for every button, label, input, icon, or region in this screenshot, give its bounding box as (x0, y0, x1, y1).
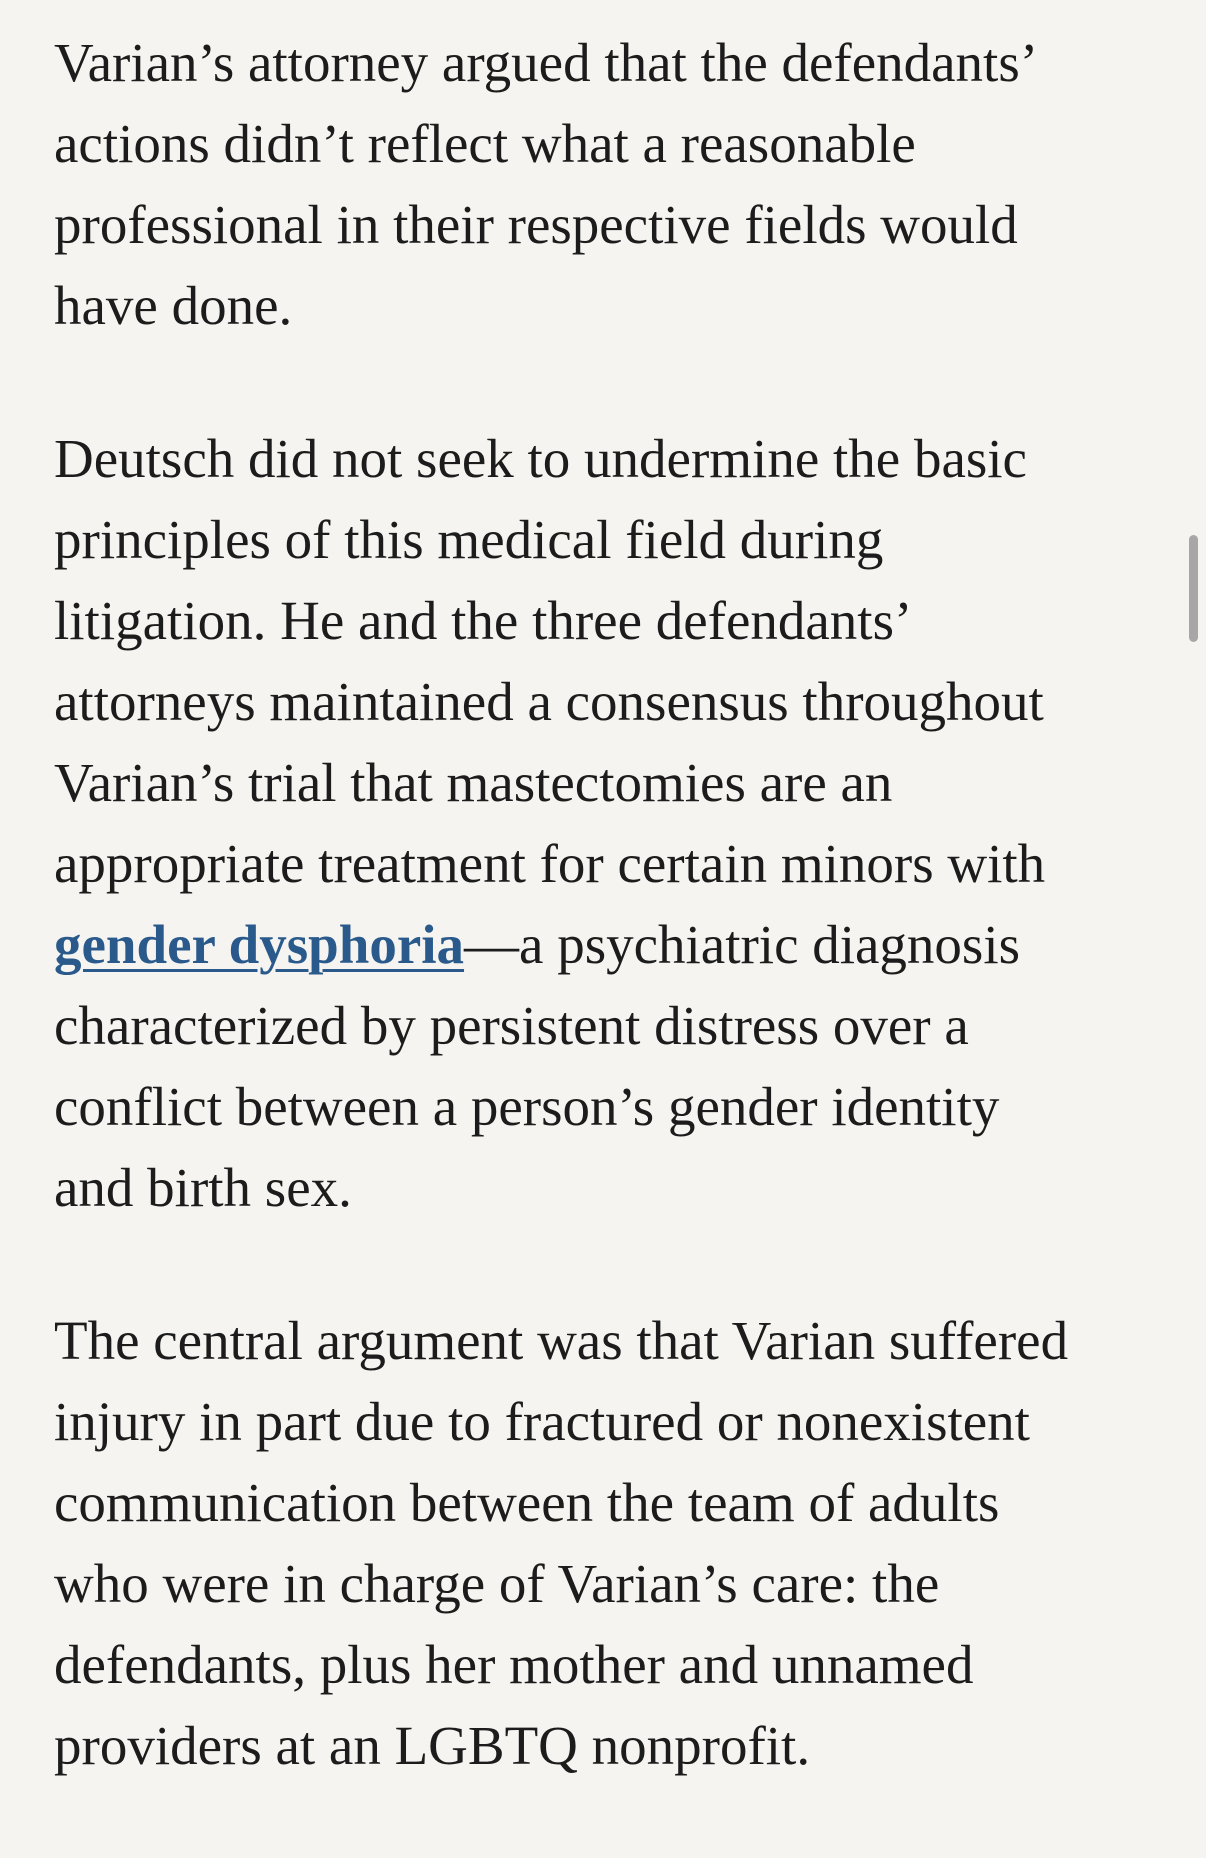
text-line: providers at an LGBTQ nonprofit. (54, 1715, 811, 1776)
gender-dysphoria-link[interactable]: gender dysphoria (54, 914, 465, 975)
paragraph-1 (54, 22, 1154, 346)
scrollbar-thumb[interactable] (1189, 535, 1198, 642)
text-line: Varian’s trial that mastectomies are an (54, 752, 893, 813)
text-line: injury in part due to fractured or nonexistent (54, 1391, 1030, 1452)
article-body (54, 22, 1154, 1858)
text-line: professional in their respective fields would (54, 194, 1018, 255)
text-line: attorneys maintained a consensus throughout (54, 671, 1044, 732)
paragraph-2 (54, 418, 1154, 1228)
paragraph-3 (54, 1300, 1154, 1786)
text-line: communication between the team of adults (54, 1472, 1000, 1533)
text-line: Deutsch did not seek to undermine the basic (54, 428, 1027, 489)
link-tail-text: —a psychiatric diagnosis (464, 914, 1021, 975)
text-line: who were in charge of Varian’s care: the (54, 1553, 940, 1614)
text-line: appropriate treatment for certain minors with (54, 833, 1046, 894)
text-line: characterized by persistent distress over a (54, 995, 969, 1056)
text-line: and birth sex. (54, 1157, 352, 1218)
text-line: principles of this medical field during (54, 509, 884, 570)
text-line: conflict between a person’s gender identity (54, 1076, 1000, 1137)
text-line: litigation. He and the three defendants’ (54, 590, 913, 651)
text-line: have done. (54, 275, 293, 336)
text-line: Varian’s attorney argued that the defendants’ (54, 32, 1039, 93)
text-line: defendants, plus her mother and unnamed (54, 1634, 974, 1695)
text-line: The central argument was that Varian suffered (54, 1310, 1069, 1371)
text-line: actions didn’t reflect what a reasonable (54, 113, 916, 174)
text-line-with-link (54, 904, 1154, 985)
